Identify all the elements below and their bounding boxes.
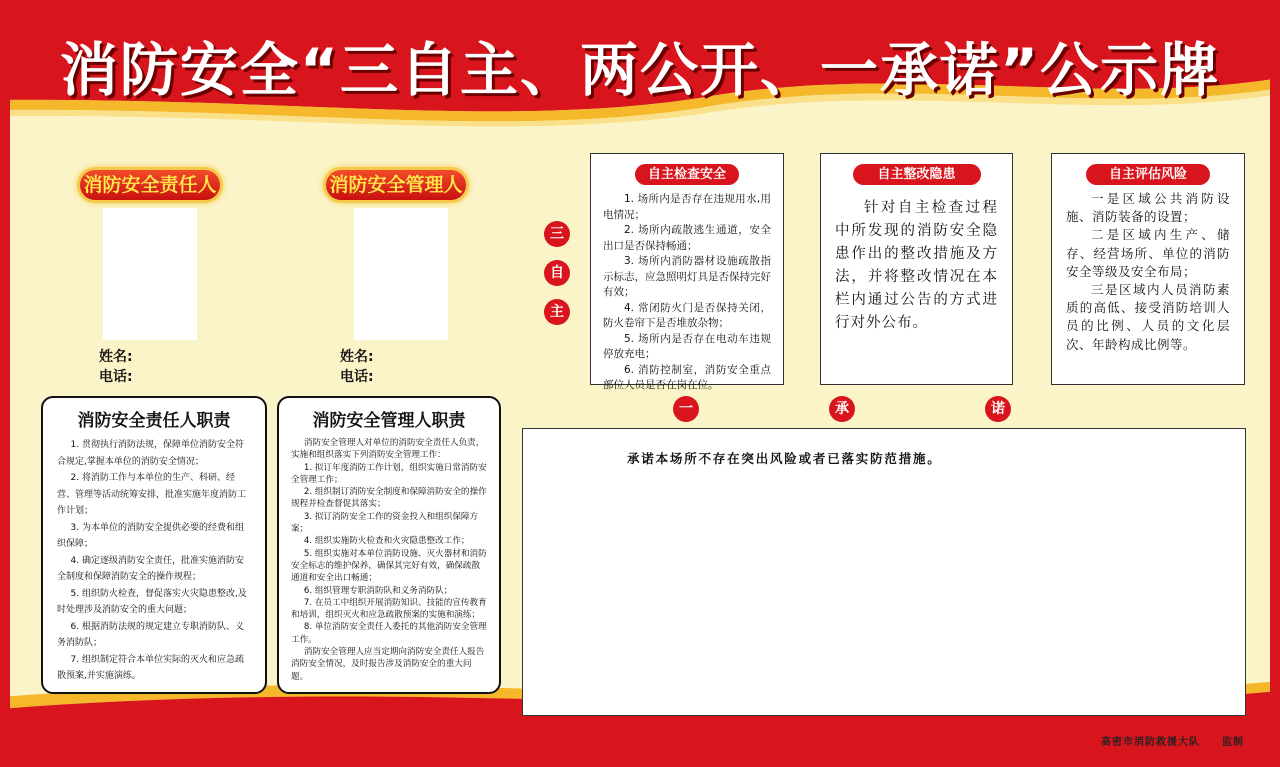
self-assess-panel xyxy=(1051,153,1245,385)
duty-item: 消防安全管理人对单位的消防安全责任人负责，实施和组织落实下列消防安全管理工作： xyxy=(291,438,485,461)
duties-heading: 消防安全管理人职责 xyxy=(312,411,466,431)
check-item: 5. 场所内是否存在电动车违规停放充电； xyxy=(603,332,771,360)
commitment-panel xyxy=(522,428,1246,716)
check-item: 1. 场所内是否存在违规用水,用电情况； xyxy=(603,193,771,221)
duty-item: 2. 组织制订消防安全制度和保障消防安全的操作规程并检查督促其落实； xyxy=(291,487,487,510)
manager-person-photo xyxy=(354,208,448,340)
duty-item: 3. 为本单位的消防安全提供必要的经费和组织保障； xyxy=(57,522,244,549)
duties-heading: 消防安全责任人职责 xyxy=(77,411,231,431)
yi-circle: 一 xyxy=(673,396,699,422)
footer-credit xyxy=(1079,733,1244,748)
phone-label: 电话: xyxy=(99,369,133,385)
name-label: 姓名: xyxy=(340,349,374,365)
manager-person-info xyxy=(340,347,374,387)
check-item: 3. 场所内消防器材设施疏散指示标志，应急照明灯具是否保持完好有效； xyxy=(603,255,771,298)
footer-suffix: 监制 xyxy=(1222,737,1244,748)
right-border xyxy=(1270,0,1280,767)
footer-org: 高密市消防救援大队 xyxy=(1101,737,1200,748)
zhu-circle: 主 xyxy=(544,299,570,325)
duty-item: 2. 将消防工作与本单位的生产、科研、经营、管理等活动统筹安排，批准实施年度消防工作计划； xyxy=(57,473,247,516)
zi-circle: 自 xyxy=(544,260,570,286)
panel-title: 自主整改隐患 xyxy=(853,164,981,185)
manager-duties-box xyxy=(277,396,501,694)
self-rectify-panel xyxy=(820,153,1013,385)
phone-label: 电话: xyxy=(340,369,374,385)
duty-item: 7. 组织制定符合本单位实际的灭火和应急疏散预案,并实施演练。 xyxy=(57,654,244,681)
responsible-person-label: 消防安全责任人 xyxy=(80,170,220,200)
name-label: 姓名: xyxy=(99,349,133,365)
duty-item: 1. 贯彻执行消防法规，保障单位消防安全符合规定,掌握本单位的消防安全情况； xyxy=(57,440,244,467)
assess-item: 二是区域内生产、储存、经营场所、单位的消防安全等级及安全布局； xyxy=(1066,227,1230,279)
assess-item: 一是区域公共消防设施、消防装备的设置； xyxy=(1066,191,1230,225)
check-items xyxy=(603,192,771,394)
duty-item: 3. 拟订消防安全工作的资金投入和组织保障方案； xyxy=(291,511,479,535)
check-item: 2. 场所内疏散逃生通道，安全出口是否保持畅通； xyxy=(603,224,771,252)
duty-item: 4. 组织实施防火检查和火灾隐患整改工作； xyxy=(303,536,470,547)
duty-item: 1. 拟订年度消防工作计划，组织实施日常消防安全管理工作； xyxy=(291,462,487,485)
responsible-person-photo xyxy=(103,208,197,340)
duty-item: 7. 在员工中组织开展消防知识、技能的宣传教育和培训，组织灭火和应急疏散预案的实施和演练； xyxy=(291,597,487,621)
nuo-circle: 诺 xyxy=(985,396,1011,422)
duty-item: 6. 根据消防法规的规定建立专职消防队、义务消防队； xyxy=(57,621,244,648)
duty-item: 4. 确定逐级消防安全责任，批准实施消防安全制度和保障消防安全的操作规程； xyxy=(57,555,244,582)
board-title: 消防安全“三自主、两公开、一承诺”公示牌 xyxy=(59,36,1221,104)
duty-item: 5. 组织实施对本单位消防设施、灭火器材和消防安全标志的维护保养，确保其完好有效，确保疏散通道和安全出口畅通； xyxy=(291,548,487,584)
duty-item: 5. 组织防火检查，督促落实火灾隐患整改,及时处理涉及消防安全的重大问题； xyxy=(57,588,247,615)
manager-person-label: 消防安全管理人 xyxy=(326,170,466,200)
cheng-circle: 承 xyxy=(829,396,855,422)
rectify-text: 针对自主检查过程中所发现的消防安全隐患作出的整改措施及方法，并将整改情况在本栏内通过公告的方式进行对外公布。 xyxy=(835,200,998,331)
responsible-duties-box xyxy=(41,396,267,694)
san-circle: 三 xyxy=(544,221,570,247)
commitment-text: 承诺本场所不存在突出风险或者已落实防范措施。 xyxy=(627,451,942,466)
responsible-person-info xyxy=(99,347,133,387)
assess-items xyxy=(1066,190,1230,354)
self-check-panel xyxy=(590,153,784,391)
check-item: 6. 消防控制室，消防安全重点部位人员是否在岗在位。 xyxy=(603,363,771,391)
duty-item: 消防安全管理人应当定期向消防安全责任人报告消防安全情况，及时报告涉及消防安全的重大问题。 xyxy=(291,647,485,682)
panel-title: 自主检查安全 xyxy=(635,164,739,185)
duty-item: 8. 单位消防安全责任人委托的其他消防安全管理工作。 xyxy=(291,622,487,645)
duties-list xyxy=(279,437,499,683)
assess-item: 三是区域内人员消防素质的高低、接受消防培训人员的比例、人员的文化层次、年龄构成比例等。 xyxy=(1066,282,1230,352)
check-item: 4. 常闭防火门是否保持关闭，防火卷帘下是否堆放杂物； xyxy=(603,301,771,329)
left-border xyxy=(0,0,10,767)
panel-title: 自主评估风险 xyxy=(1086,164,1210,185)
duty-item: 6. 组织管理专职消防队和义务消防队； xyxy=(303,585,453,596)
duties-list xyxy=(43,437,265,685)
